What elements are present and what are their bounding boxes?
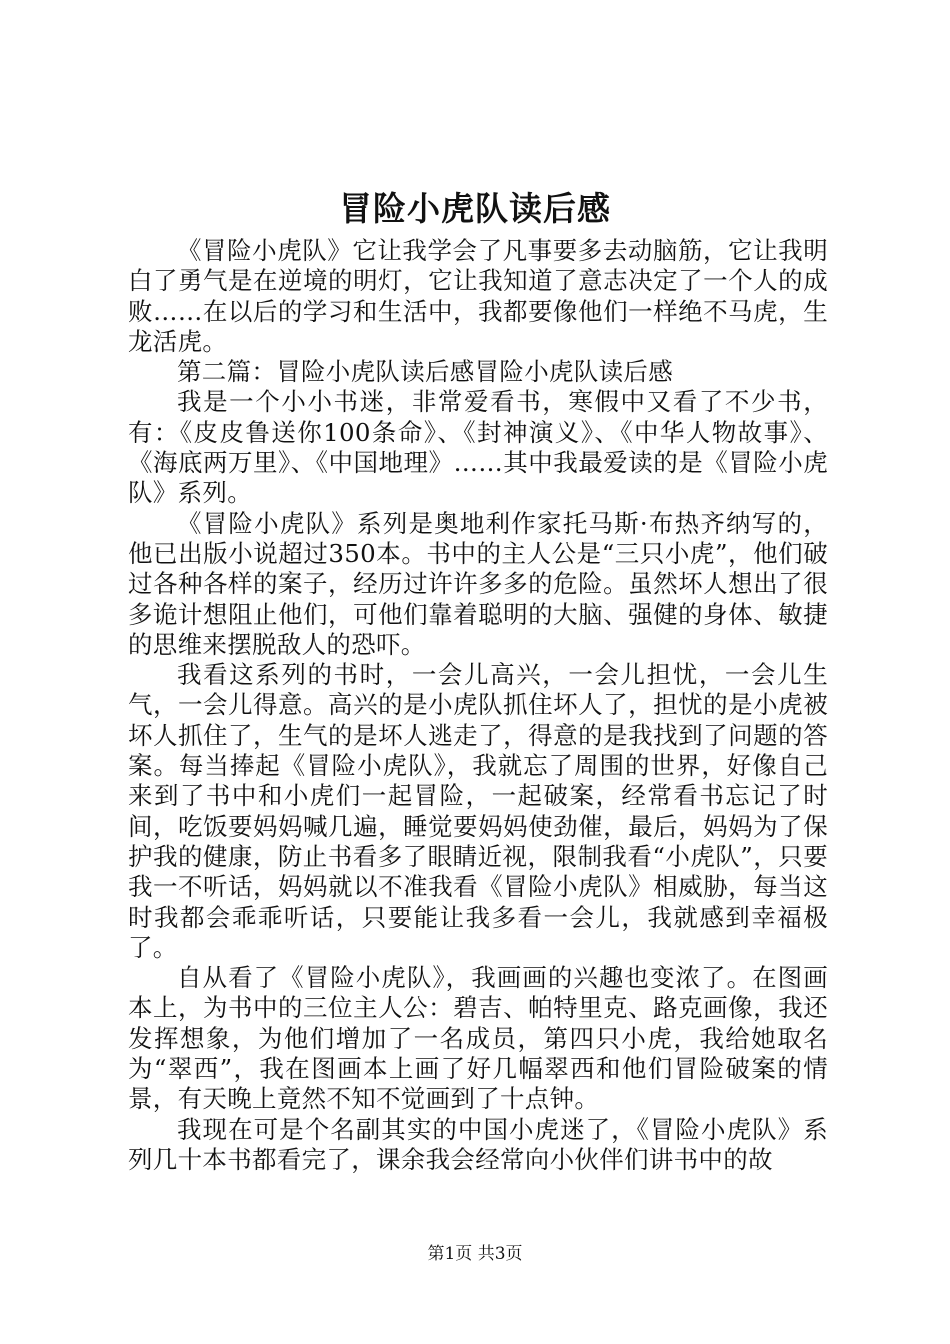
page-number-footer: 第1页 共3页 <box>427 1244 523 1264</box>
document-body <box>128 236 828 1175</box>
paragraph: 自从看了《冒险小虎队》，我画画的兴趣也变浓了。在图画本上，为书中的三位主人公：碧吉、帕特里克、路克画像，我还发挥想象，为他们增加了一名成员，第四只小虎，我给她取名为“翠西”，我在图画本上画了好几幅翠西和他们冒险破案的情景，有天晚上竟然不知不觉画到了十点钟。 <box>128 963 828 1114</box>
paragraph: 我是一个小小书迷，非常爱看书，寒假中又看了不少书，有：《皮皮鲁送你100条命》、《封神演义》、《中华人物故事》、《海底两万里》、《中国地理》……其中我最爱读的是《冒险小虎队》系列。 <box>128 387 828 508</box>
paragraph-section-heading: 第二篇：冒险小虎队读后感冒险小虎队读后感 <box>177 357 673 387</box>
document-title: 冒险小虎队读后感 <box>339 189 611 228</box>
paragraph: 我现在可是个名副其实的中国小虎迷了，《冒险小虎队》系列几十本书都看完了，课余我会经常向小伙伴们讲书中的故 <box>128 1114 828 1174</box>
paragraph: 我看这系列的书时，一会儿高兴，一会儿担忧，一会儿生气，一会儿得意。高兴的是小虎队抓住坏人了，担忧的是小虎被坏人抓住了，生气的是坏人逃走了，得意的是我找到了问题的答案。每当捧起《冒险小虎队》，我就忘了周围的世界，好像自己来到了书中和小虎们一起冒险，一起破案，经常看书忘记了时间，吃饭要妈妈喊几遍，睡觉要妈妈使劲催，最后，妈妈为了保护我的健康，防止书看多了眼睛近视，限制我看“小虎队”，只要我一不听话，妈妈就以不准我看《冒险小虎队》相威胁，每当这时我都会乖乖听话，只要能让我多看一会儿，我就感到幸福极了。 <box>128 660 828 962</box>
paragraph: 《冒险小虎队》它让我学会了凡事要多去动脑筋，它让我明白了勇气是在逆境的明灯，它让我知道了意志决定了一个人的成败……在以后的学习和生活中，我都要像他们一样绝不马虎，生龙活虎。 <box>128 236 828 356</box>
paragraph: 《冒险小虎队》系列是奥地利作家托马斯·布热齐纳写的，他已出版小说超过350本。书中的主人公是“三只小虎”，他们破过各种各样的案子，经历过许许多多的危险。虽然坏人想出了很多诡计想阻止他们，可他们靠着聪明的大脑、强健的身体、敏捷的思维来摆脱敌人的恐吓。 <box>128 508 828 659</box>
